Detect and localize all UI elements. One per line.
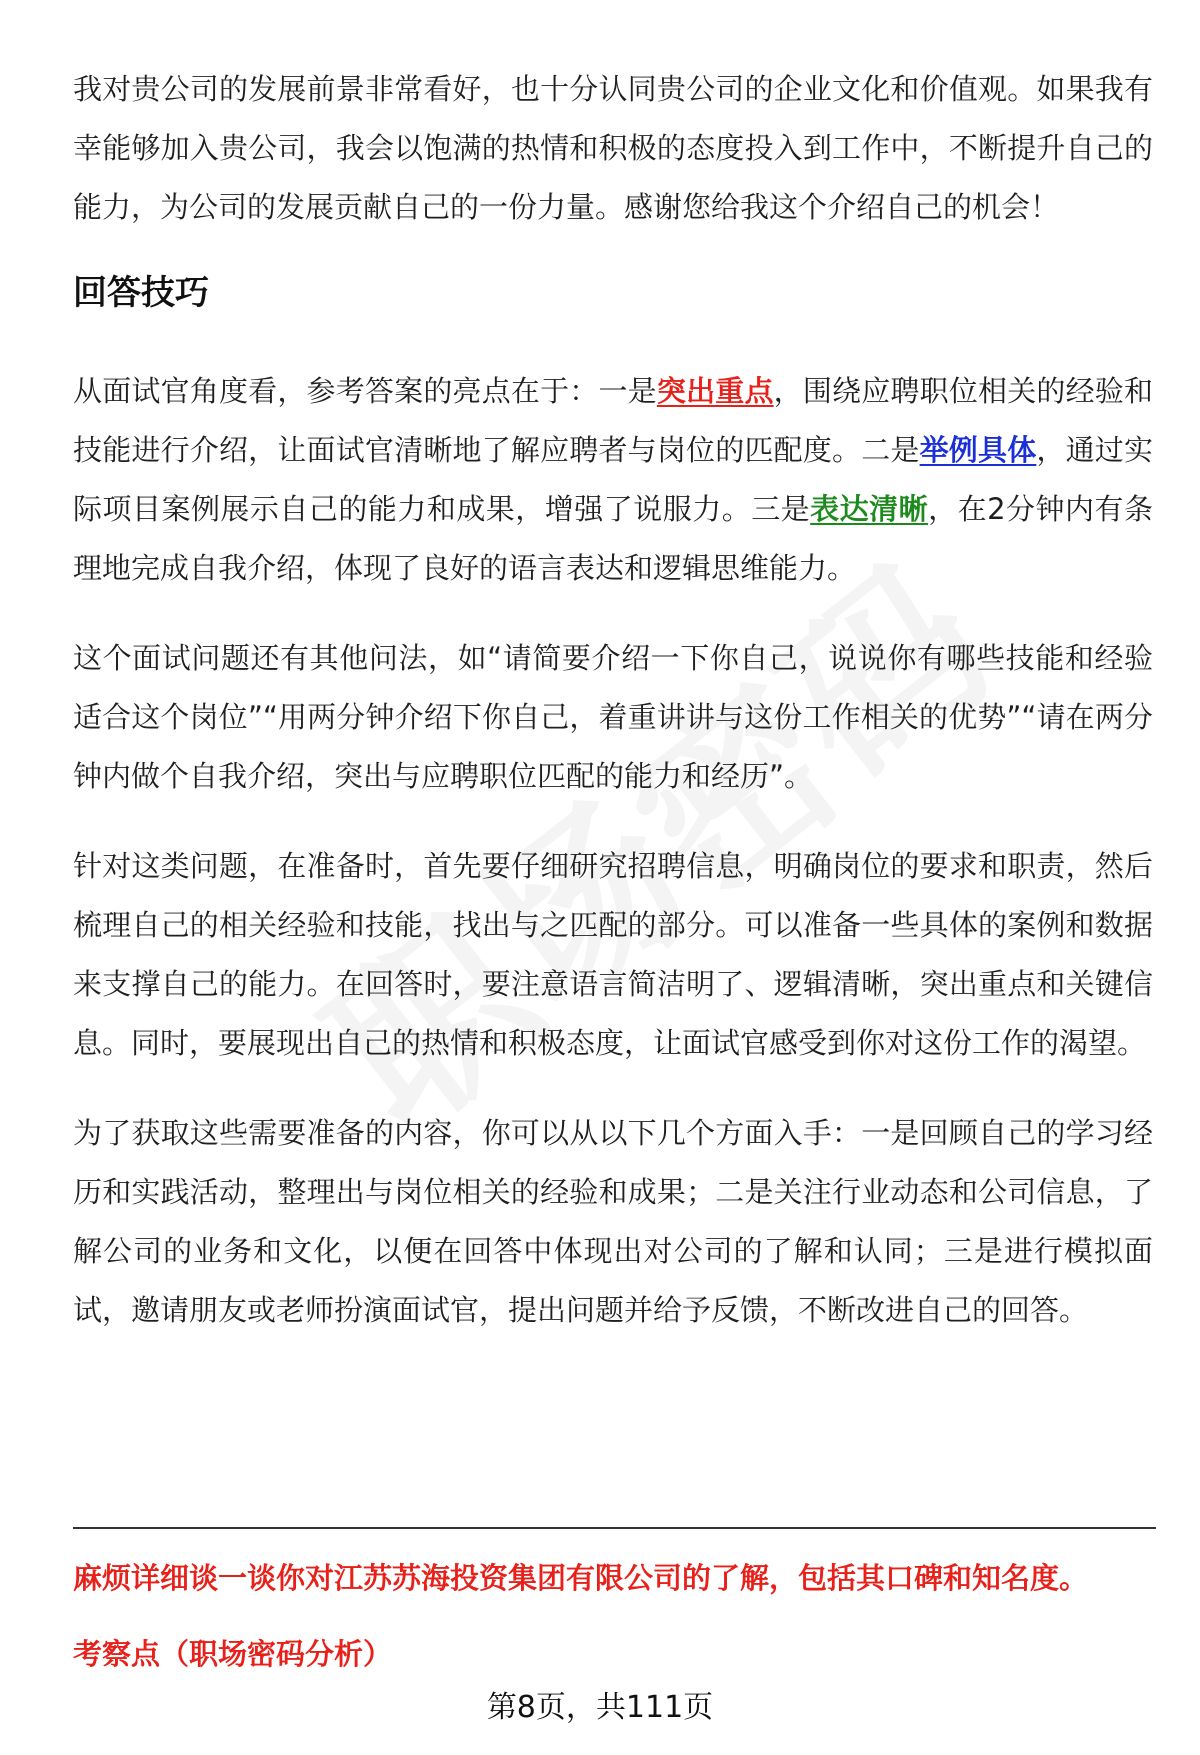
tips-p1-text-2: ，围绕应聘职位相关的经验和技能进行介绍，让面试官清晰地了解应聘者与岗位的匹配度。二是 [73, 374, 1153, 467]
analysis-subheading: 考察点（职场密码分析） [73, 1637, 393, 1671]
intro-paragraph: 我对贵公司的发展前景非常看好，也十分认同贵公司的企业文化和价值观。如果我有幸能够加入贵公司，我会以饱满的热情和积极的态度投入到工作中，不断提升自己的能力，为公司的发展贡献自己的一份力量。感谢您给我这个介绍自己的机会！ [73, 72, 1153, 224]
tips-paragraph-1 [73, 362, 1153, 598]
page-number: 第8页，共111页 [486, 1690, 714, 1725]
section-divider [73, 1527, 1156, 1529]
main-content [73, 60, 1153, 1371]
highlight-examples: 举例具体 [919, 433, 1037, 467]
tips-paragraph-3: 针对这类问题，在准备时，首先要仔细研究招聘信息，明确岗位的要求和职责，然后梳理自己的相关经验和技能，找出与之匹配的部分。可以准备一些具体的案例和数据来支撑自己的能力。在回答时，要注意语言简洁明了、逻辑清晰，突出重点和关键信息。同时，要展现出自己的热情和积极态度，让面试官感受到你对这份工作的渴望。 [73, 849, 1153, 1060]
section-heading-tips: 回答技巧 [73, 273, 209, 313]
next-question-title: 麻烦详细谈一谈你对江苏苏海投资集团有限公司的了解，包括其口碑和知名度。 [73, 1561, 1089, 1595]
tips-p1-text-1: 从面试官角度看，参考答案的亮点在于：一是 [73, 374, 657, 408]
tips-p1-text-4: ，在2分钟内有条理地完成自我介绍，体现了良好的语言表达和逻辑思维能力。 [73, 492, 1153, 585]
tips-paragraph-2: 这个面试问题还有其他问法，如“请简要介绍一下你自己，说说你有哪些技能和经验适合这个岗位”“用两分钟介绍下你自己，着重讲讲与这份工作相关的优势”“请在两分钟内做个自我介绍，突出与应聘职位匹配的能力和经历”。 [73, 641, 1153, 793]
tips-p1-text-3: ，通过实际项目案例展示自己的能力和成果，增强了说服力。三是 [73, 433, 1153, 526]
tips-paragraph-4: 为了获取这些需要准备的内容，你可以从以下几个方面入手：一是回顾自己的学习经历和实践活动，整理出与岗位相关的经验和成果；二是关注行业动态和公司信息，了解公司的业务和文化，以便在回答中体现出对公司的了解和认同；三是进行模拟面试，邀请朋友或老师扮演面试官，提出问题并给予反馈，不断改进自己的回答。 [73, 1116, 1153, 1327]
highlight-clarity: 表达清晰 [810, 492, 929, 526]
highlight-focus: 突出重点 [656, 374, 774, 408]
